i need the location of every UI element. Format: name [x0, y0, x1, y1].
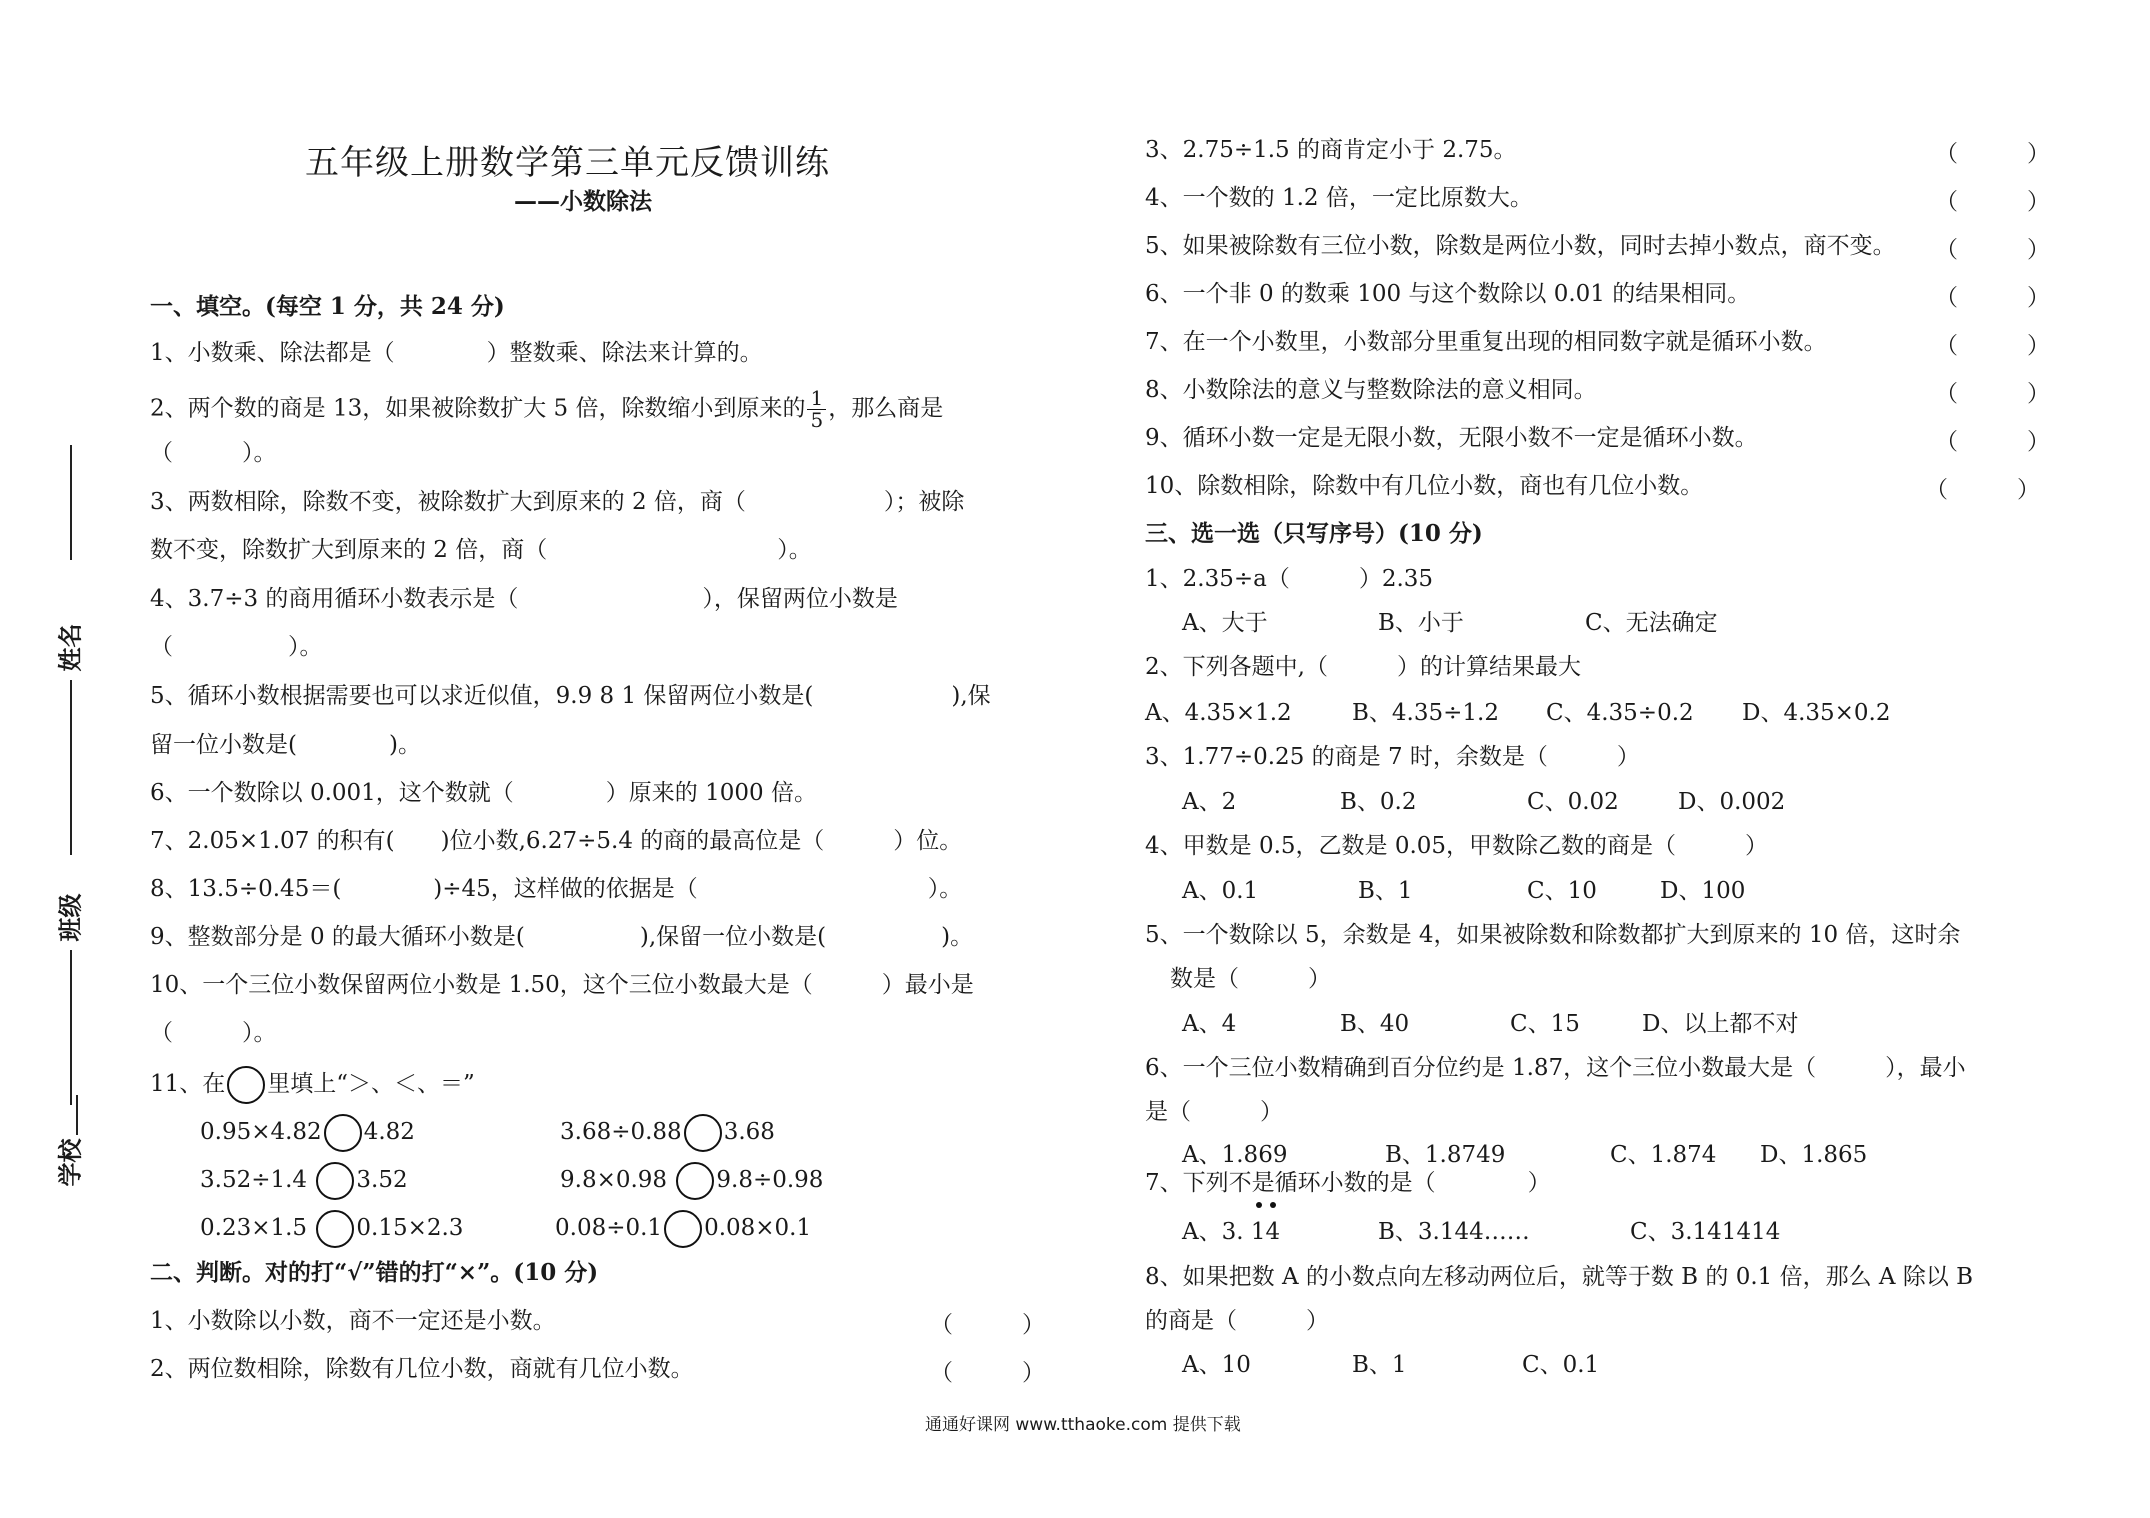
- compare-left: 3.52÷1.4: [200, 1167, 308, 1193]
- choice-q4-opt-b: B、1: [1358, 878, 1413, 904]
- choice-q6-cont: 是（ ）: [1145, 1099, 1283, 1125]
- choice-q5-opt-c: C、15: [1510, 1011, 1580, 1037]
- compare-left: 0.08÷0.1: [555, 1215, 663, 1241]
- choice-q3-opt-a: A、2: [1182, 789, 1237, 815]
- judge-answer-2[interactable]: （ ）: [930, 1360, 1045, 1386]
- binding-line-name: [70, 680, 72, 855]
- judge-answer-3[interactable]: （ ）: [1935, 141, 2050, 167]
- q3-fill-cont: 数不变，除数扩大到原来的 2 倍，商（ ）。: [150, 537, 812, 563]
- choice-q6-opt-c: C、1.874: [1610, 1142, 1717, 1168]
- footer-credit[interactable]: 通通好课网 www.tthaoke.com 提供下载: [925, 1415, 1241, 1435]
- judge-answer-9[interactable]: （ ）: [1935, 429, 2050, 455]
- choice-q2-opt-b: B、4.35÷1.2: [1352, 700, 1499, 726]
- q4-fill: 4、3.7÷3 的商用循环小数表示是（ ），保留两位小数是: [150, 586, 898, 612]
- choice-q7-opt-a: A、3. 14: [1182, 1219, 1281, 1245]
- choice-q8-opt-b: B、1: [1352, 1352, 1407, 1378]
- choice-q4-opt-d: D、100: [1660, 878, 1746, 904]
- choice-q1-opt-c: C、无法确定: [1585, 610, 1718, 636]
- choice-q6-opt-a: A、1.869: [1182, 1142, 1288, 1168]
- judge-item-8: 8、小数除法的意义与整数除法的意义相同。: [1145, 377, 1597, 403]
- q2-fill-cont: （ ）。: [150, 440, 277, 466]
- choice-q5-opt-a: A、4: [1182, 1011, 1237, 1037]
- q11-text-b: 里填上“＞、＜、＝”: [267, 1071, 475, 1097]
- choice-q5-opt-d: D、以上都不对: [1642, 1011, 1799, 1037]
- judge-item-2: 2、两位数相除，除数有几位小数，商就有几位小数。: [150, 1356, 694, 1382]
- q11-text-a: 11、在: [150, 1071, 226, 1097]
- binding-line-top: [70, 445, 72, 560]
- compare-item: [200, 1162, 408, 1200]
- compare-circle[interactable]: [664, 1210, 702, 1248]
- choice-q3-opt-c: C、0.02: [1527, 789, 1619, 815]
- compare-left: 3.68÷0.88: [560, 1119, 682, 1145]
- compare-left: 0.23×1.5: [200, 1215, 308, 1241]
- compare-right: 3.52: [356, 1167, 408, 1193]
- q10-fill-cont: （ ）。: [150, 1020, 277, 1046]
- q7-fill: 7、2.05×1.07 的积有( )位小数,6.27÷5.4 的商的最高位是（ ）位。: [150, 828, 963, 854]
- judge-answer-7[interactable]: （ ）: [1935, 333, 2050, 359]
- section2-heading: 二、判断。对的打“√”错的打“×”。(10 分): [150, 1259, 599, 1286]
- choice-q8-cont: 的商是（ ）: [1145, 1308, 1329, 1334]
- choice-q2-opt-a: A、4.35×1.2: [1145, 700, 1292, 726]
- q2-fill: [150, 388, 943, 431]
- q11-fill: [150, 1066, 475, 1104]
- compare-circle[interactable]: [676, 1162, 714, 1200]
- binding-line-class: [70, 950, 72, 1105]
- choice-q8-opt-a: A、10: [1182, 1352, 1251, 1378]
- page-title: 五年级上册数学第三单元反馈训练: [305, 143, 830, 183]
- class-label: 班级: [56, 893, 85, 942]
- school-label: 学校: [56, 1138, 85, 1187]
- q5-fill-cont: 留一位小数是( )。: [150, 732, 421, 758]
- choice-q7-opt-c: C、3.141414: [1630, 1219, 1781, 1245]
- repeating-dot: [1270, 1202, 1276, 1208]
- choice-q3: 3、1.77÷0.25 的商是 7 时，余数是（ ）: [1145, 744, 1640, 770]
- fraction-numerator: 1: [807, 388, 826, 410]
- choice-q1: 1、2.35÷a（ ）2.35: [1145, 566, 1434, 592]
- fraction-denominator: 5: [810, 408, 824, 432]
- judge-item-7: 7、在一个小数里，小数部分里重复出现的相同数字就是循环小数。: [1145, 329, 1827, 355]
- choice-q5: 5、一个数除以 5，余数是 4，如果被除数和除数都扩大到原来的 10 倍，这时余: [1145, 922, 1961, 948]
- compare-right: 4.82: [363, 1119, 415, 1145]
- name-label: 姓名: [56, 623, 85, 672]
- judge-answer-5[interactable]: （ ）: [1935, 237, 2050, 263]
- judge-answer-1[interactable]: （ ）: [930, 1312, 1045, 1338]
- choice-q2-opt-c: C、4.35÷0.2: [1546, 700, 1694, 726]
- choice-q6-opt-b: B、1.8749: [1385, 1142, 1506, 1168]
- q2-text-b: ，那么商是: [828, 395, 944, 422]
- compare-item: [555, 1210, 811, 1248]
- choice-q3-opt-b: B、0.2: [1340, 789, 1417, 815]
- choice-q4-opt-c: C、10: [1527, 878, 1597, 904]
- choice-q5-cont: 数是（ ）: [1170, 966, 1331, 992]
- judge-item-5: 5、如果被除数有三位小数，除数是两位小数，同时去掉小数点，商不变。: [1145, 233, 1896, 259]
- page-subtitle: ——小数除法: [514, 189, 652, 215]
- compare-right: 9.8÷0.98: [716, 1167, 824, 1193]
- q3-fill: 3、两数相除，除数不变，被除数扩大到原来的 2 倍，商（ ）；被除: [150, 489, 965, 515]
- choice-q5-opt-b: B、40: [1340, 1011, 1410, 1037]
- judge-item-9: 9、循环小数一定是无限小数，无限小数不一定是循环小数。: [1145, 425, 1758, 451]
- q10-fill: 10、一个三位小数保留两位小数是 1.50，这个三位小数最大是（ ）最小是: [150, 972, 974, 998]
- q9-fill: 9、整数部分是 0 的最大循环小数是( ),保留一位小数是( )。: [150, 924, 974, 950]
- choice-q6: 6、一个三位小数精确到百分位约是 1.87，这个三位小数最大是（ ），最小: [1145, 1055, 1966, 1081]
- judge-item-1: 1、小数除以小数，商不一定还是小数。: [150, 1308, 556, 1334]
- compare-left: 9.8×0.98: [560, 1167, 668, 1193]
- compare-circle-example: [227, 1066, 265, 1104]
- choice-q2-opt-d: D、4.35×0.2: [1742, 700, 1891, 726]
- compare-item: [200, 1114, 415, 1152]
- section3-heading: 三、选一选（只写序号）(10 分): [1145, 520, 1483, 547]
- compare-left: 0.95×4.82: [200, 1119, 322, 1145]
- choice-q4: 4、甲数是 0.5，乙数是 0.05，甲数除乙数的商是（ ）: [1145, 833, 1769, 859]
- choice-q6-opt-d: D、1.865: [1760, 1142, 1868, 1168]
- choice-q1-opt-a: A、大于: [1182, 610, 1268, 636]
- compare-circle[interactable]: [684, 1114, 722, 1152]
- choice-q3-opt-d: D、0.002: [1678, 789, 1786, 815]
- q5-fill: 5、循环小数根据需要也可以求近似值，9.9 8 1 保留两位小数是( ),保: [150, 683, 991, 709]
- judge-answer-10[interactable]: （ ）: [1925, 477, 2040, 503]
- q4-fill-cont: （ ）。: [150, 634, 323, 660]
- q2-text-a: 2、两个数的商是 13，如果被除数扩大 5 倍，除数缩小到原来的: [150, 395, 806, 422]
- judge-item-3: 3、2.75÷1.5 的商肯定小于 2.75。: [1145, 137, 1517, 163]
- choice-q7: 7、下列不是循环小数的是（ ）: [1145, 1170, 1551, 1196]
- judge-item-6: 6、一个非 0 的数乘 100 与这个数除以 0.01 的结果相同。: [1145, 281, 1751, 307]
- compare-item: [200, 1210, 463, 1248]
- compare-right: 3.68: [723, 1119, 775, 1145]
- choice-q4-opt-a: A、0.1: [1182, 878, 1259, 904]
- compare-item: [560, 1114, 775, 1152]
- compare-right: 0.08×0.1: [704, 1215, 812, 1241]
- choice-q8: 8、如果把数 A 的小数点向左移动两位后，就等于数 B 的 0.1 倍，那么 A 除以 B: [1145, 1264, 1974, 1290]
- compare-item: [560, 1162, 823, 1200]
- compare-right: 0.15×2.3: [356, 1215, 464, 1241]
- judge-item-4: 4、一个数的 1.2 倍，一定比原数大。: [1145, 185, 1533, 211]
- compare-circle[interactable]: [324, 1114, 362, 1152]
- binding-line-school: [76, 1095, 78, 1135]
- q8-fill: 8、13.5÷0.45＝( )÷45，这样做的依据是（ ）。: [150, 876, 963, 902]
- q6-fill: 6、一个数除以 0.001，这个数就（ ）原来的 1000 倍。: [150, 780, 817, 806]
- q1-fill: 1、小数乘、除法都是（ ）整数乘、除法来计算的。: [150, 340, 763, 366]
- judge-item-10: 10、除数相除，除数中有几位小数，商也有几位小数。: [1145, 473, 1704, 499]
- choice-q1-opt-b: B、小于: [1378, 610, 1464, 636]
- choice-q7-opt-b: B、3.144……: [1378, 1219, 1530, 1245]
- compare-circle[interactable]: [316, 1210, 354, 1248]
- repeating-dot: [1256, 1202, 1262, 1208]
- fraction-one-fifth: [807, 388, 826, 431]
- choice-q2: 2、下列各题中,（ ）的计算结果最大: [1145, 654, 1581, 680]
- compare-circle[interactable]: [316, 1162, 354, 1200]
- judge-answer-8[interactable]: （ ）: [1935, 381, 2050, 407]
- judge-answer-6[interactable]: （ ）: [1935, 285, 2050, 311]
- judge-answer-4[interactable]: （ ）: [1935, 189, 2050, 215]
- section1-heading: 一、填空。(每空 1 分，共 24 分): [150, 293, 505, 320]
- choice-q8-opt-c: C、0.1: [1522, 1352, 1600, 1378]
